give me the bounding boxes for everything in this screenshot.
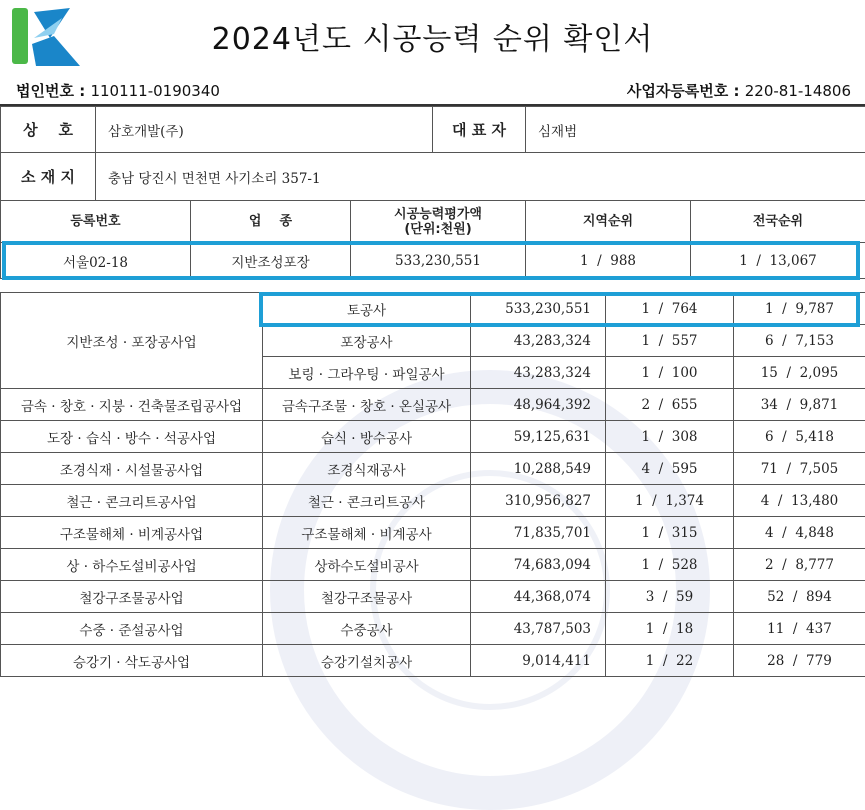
detail-national-rank: 34 / 9,871 bbox=[734, 389, 865, 421]
header-registration-number: 등록번호 bbox=[1, 201, 191, 243]
detail-subcategory: 철강구조물공사 bbox=[263, 581, 471, 613]
header-national-rank: 전국순위 bbox=[691, 201, 865, 243]
summary-evaluation-amount: 533,230,551 bbox=[351, 243, 526, 279]
detail-regional-rank: 1 / 100 bbox=[606, 357, 734, 389]
detail-subcategory: 철근 · 콘크리트공사 bbox=[263, 485, 471, 517]
detail-national-rank: 4 / 13,480 bbox=[734, 485, 865, 517]
table-row bbox=[1, 581, 865, 613]
summary-table bbox=[0, 200, 865, 279]
detail-regional-rank: 1 / 315 bbox=[606, 517, 734, 549]
company-name: 삼호개발(주) bbox=[96, 107, 433, 153]
detail-subcategory: 구조물해체 · 비계공사 bbox=[263, 517, 471, 549]
detail-national-rank: 1 / 9,787 bbox=[734, 293, 865, 325]
detail-subcategory: 보링 · 그라우팅 · 파일공사 bbox=[263, 357, 471, 389]
detail-regional-rank: 1 / 308 bbox=[606, 421, 734, 453]
table-row bbox=[1, 549, 865, 581]
detail-national-rank: 6 / 7,153 bbox=[734, 325, 865, 357]
detail-subcategory: 조경식재공사 bbox=[263, 453, 471, 485]
table-row bbox=[1, 389, 865, 421]
detail-amount: 9,014,411 bbox=[471, 645, 606, 677]
header-regional-rank: 지역순위 bbox=[526, 201, 691, 243]
detail-subcategory: 상하수도설비공사 bbox=[263, 549, 471, 581]
detail-national-rank: 11 / 437 bbox=[734, 613, 865, 645]
detail-national-rank: 2 / 8,777 bbox=[734, 549, 865, 581]
table-row bbox=[1, 613, 865, 645]
detail-category: 지반조성 · 포장공사업 bbox=[1, 293, 263, 389]
detail-category: 수중 · 준설공사업 bbox=[1, 613, 263, 645]
detail-national-rank: 15 / 2,095 bbox=[734, 357, 865, 389]
detail-amount: 43,283,324 bbox=[471, 357, 606, 389]
detail-amount: 43,283,324 bbox=[471, 325, 606, 357]
detail-category: 철근 · 콘크리트공사업 bbox=[1, 485, 263, 517]
detail-subcategory: 토공사 bbox=[263, 293, 471, 325]
detail-amount: 44,368,074 bbox=[471, 581, 606, 613]
summary-regional-rank: 1 / 988 bbox=[526, 243, 691, 279]
detail-amount: 74,683,094 bbox=[471, 549, 606, 581]
table-row bbox=[1, 293, 865, 325]
representative-name: 심재범 bbox=[526, 107, 865, 153]
header-evaluation-amount bbox=[351, 201, 526, 243]
company-name-label: 상 호 bbox=[1, 107, 96, 153]
header-evaluation-unit: (단위:천원) bbox=[355, 222, 521, 237]
corporate-number-label: 법인번호 bbox=[16, 82, 74, 100]
detail-subcategory: 승강기설치공사 bbox=[263, 645, 471, 677]
company-info-table bbox=[0, 106, 865, 201]
detail-national-rank: 71 / 7,505 bbox=[734, 453, 865, 485]
detail-subcategory: 포장공사 bbox=[263, 325, 471, 357]
company-address: 충남 당진시 면천면 사기소리 357-1 bbox=[96, 153, 865, 201]
table-row bbox=[1, 485, 865, 517]
detail-regional-rank: 1 / 528 bbox=[606, 549, 734, 581]
detail-regional-rank: 3 / 59 bbox=[606, 581, 734, 613]
detail-category: 철강구조물공사업 bbox=[1, 581, 263, 613]
detail-national-rank: 52 / 894 bbox=[734, 581, 865, 613]
detail-regional-rank: 1 / 764 bbox=[606, 293, 734, 325]
table-row bbox=[1, 517, 865, 549]
address-label: 소 재 지 bbox=[1, 153, 96, 201]
detail-regional-rank: 1 / 22 bbox=[606, 645, 734, 677]
detail-subcategory: 수중공사 bbox=[263, 613, 471, 645]
detail-regional-rank: 1 / 1,374 bbox=[606, 485, 734, 517]
detail-amount: 48,964,392 bbox=[471, 389, 606, 421]
table-row bbox=[1, 421, 865, 453]
document-title: 2024년도 시공능력 순위 확인서 bbox=[0, 14, 865, 58]
detail-amount: 10,288,549 bbox=[471, 453, 606, 485]
detail-national-rank: 28 / 779 bbox=[734, 645, 865, 677]
representative-label: 대 표 자 bbox=[433, 107, 526, 153]
detail-category: 조경식재 · 시설물공사업 bbox=[1, 453, 263, 485]
business-registration-number: 사업자등록번호 : 220-81-14806 bbox=[627, 80, 851, 101]
detail-category: 승강기 · 삭도공사업 bbox=[1, 645, 263, 677]
detail-national-rank: 6 / 5,418 bbox=[734, 421, 865, 453]
detail-regional-rank: 1 / 18 bbox=[606, 613, 734, 645]
detail-table bbox=[0, 292, 865, 677]
header-business-type: 업 종 bbox=[191, 201, 351, 243]
table-row bbox=[1, 645, 865, 677]
detail-amount: 43,787,503 bbox=[471, 613, 606, 645]
business-registration-label: 사업자등록번호 bbox=[627, 82, 728, 100]
detail-amount: 71,835,701 bbox=[471, 517, 606, 549]
summary-business-type: 지반조성포장 bbox=[191, 243, 351, 279]
header-evaluation-title: 시공능력평가액 bbox=[355, 207, 521, 222]
detail-regional-rank: 4 / 595 bbox=[606, 453, 734, 485]
detail-subcategory: 금속구조물 · 창호 · 온실공사 bbox=[263, 389, 471, 421]
detail-category: 상 · 하수도설비공사업 bbox=[1, 549, 263, 581]
detail-category: 금속 · 창호 · 지붕 · 건축물조립공사업 bbox=[1, 389, 263, 421]
detail-regional-rank: 2 / 655 bbox=[606, 389, 734, 421]
corporate-number: 법인번호 : 110111-0190340 bbox=[16, 80, 220, 101]
detail-subcategory: 습식 · 방수공사 bbox=[263, 421, 471, 453]
corporate-number-value: 110111-0190340 bbox=[90, 82, 219, 100]
detail-amount: 533,230,551 bbox=[471, 293, 606, 325]
summary-registration-number: 서울02-18 bbox=[1, 243, 191, 279]
business-registration-value: 220-81-14806 bbox=[745, 82, 851, 100]
detail-national-rank: 4 / 4,848 bbox=[734, 517, 865, 549]
detail-regional-rank: 1 / 557 bbox=[606, 325, 734, 357]
detail-amount: 59,125,631 bbox=[471, 421, 606, 453]
detail-table-body bbox=[1, 293, 865, 677]
table-row bbox=[1, 453, 865, 485]
summary-national-rank: 1 / 13,067 bbox=[691, 243, 865, 279]
detail-category: 도장 · 습식 · 방수 · 석공사업 bbox=[1, 421, 263, 453]
detail-amount: 310,956,827 bbox=[471, 485, 606, 517]
detail-category: 구조물해체 · 비계공사업 bbox=[1, 517, 263, 549]
